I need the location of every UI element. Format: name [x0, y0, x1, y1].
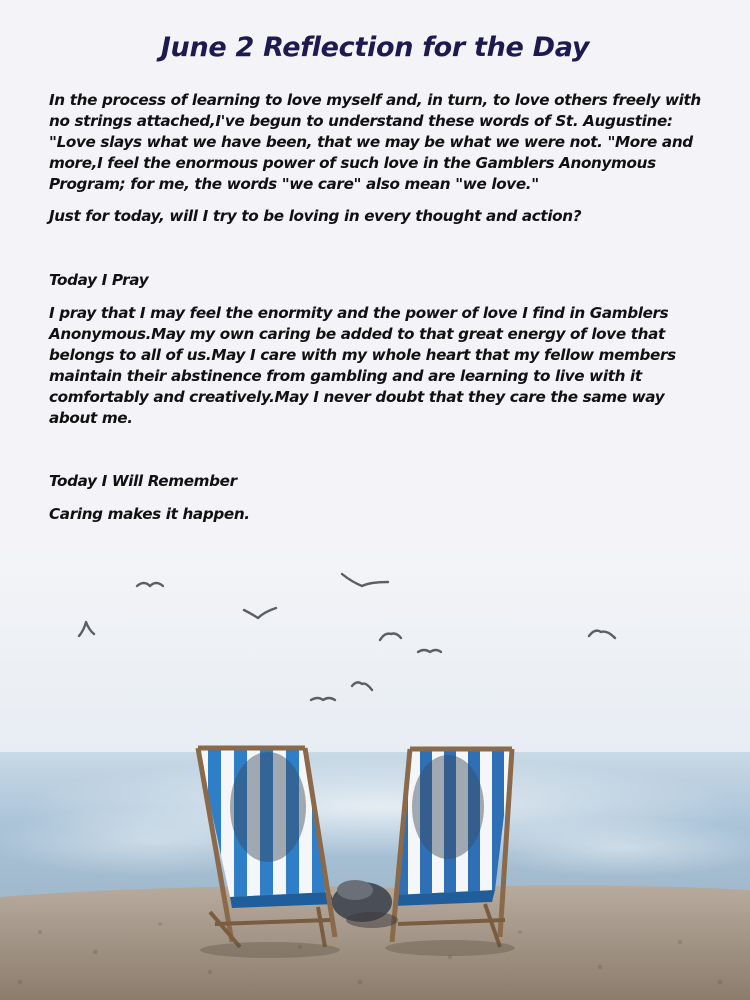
beach-photo [0, 552, 750, 1000]
beach-scene-image [0, 552, 750, 1000]
page-title: June 2 Reflection for the Day [160, 32, 590, 63]
remember-heading: Today I Will Remember [49, 472, 237, 490]
reflection-question: Just for today, will I try to be loving in every thought and action? [49, 207, 582, 225]
remember-text: Caring makes it happen. [49, 505, 250, 523]
reflection-paragraph: In the process of learning to love myself and, in turn, to love others freely with no strings attached,I've begun to understand these words of St. Augustine: "Love slays what we have been, that we may be what we were not. "More and more,I feel the enormous power of such love in the Gamblers Anonymous Program; for me, the words "we care" also mean "we love." [49, 91, 701, 193]
pray-heading: Today I Pray [49, 271, 149, 289]
pray-text: I pray that I may feel the enormity and the power of love I find in Gamblers Anonymous.May my own caring be added to that great energy of love that belongs to all of us.May I care with my whole heart that my fellow members maintain their abstinence from gambling and are learning to live with it comfortably and creatively.May I never doubt that they care the same way about me. [49, 304, 676, 427]
